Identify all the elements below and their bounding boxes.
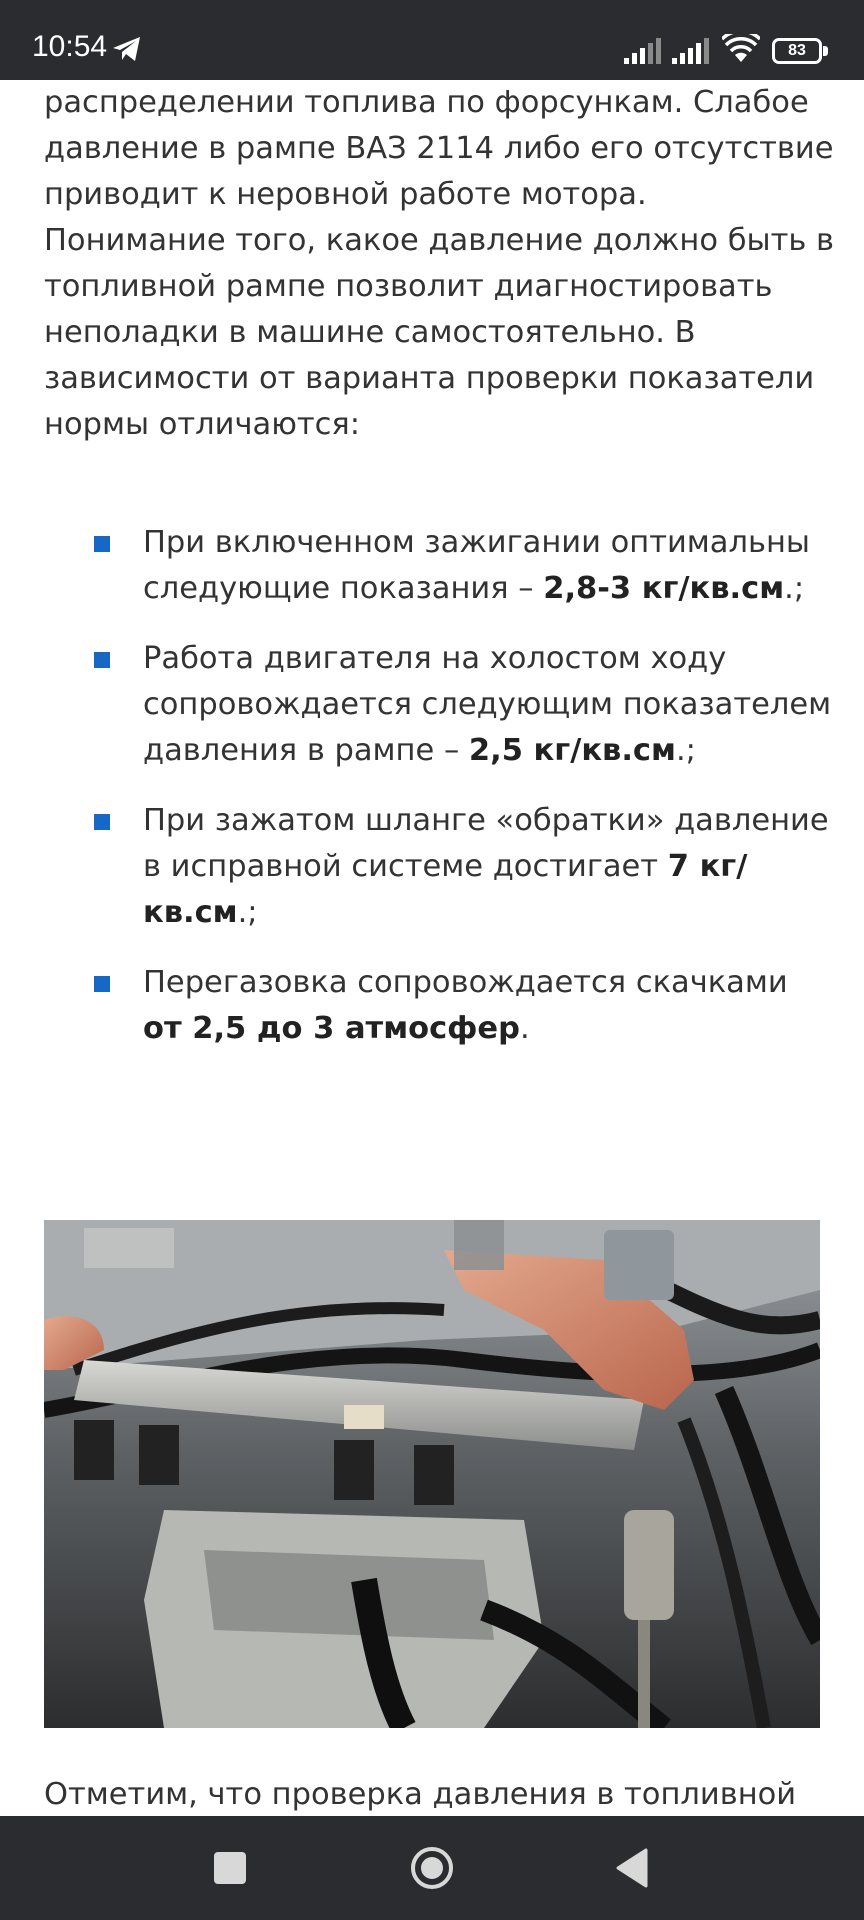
list-item: Перегазовка сопровождается скачками от 2,5 до 3 атмосфер. <box>44 960 834 1052</box>
signal-icon <box>672 38 714 64</box>
bold-value: 7 кг/кв.см <box>143 849 748 930</box>
list-item: При зажатом шланге «обратки» давление в исправной системе достигает 7 кг/кв.см.; <box>44 798 834 936</box>
bold-value: 2,8-3 кг/кв.см <box>543 571 785 606</box>
bullet-square-icon <box>94 536 110 552</box>
signal-icon <box>624 38 666 64</box>
recents-button[interactable] <box>170 1816 290 1920</box>
bold-value: от 2,5 до 3 атмосфер <box>143 1011 520 1046</box>
article-content[interactable] <box>0 80 864 1816</box>
home-circle-icon <box>409 1845 455 1891</box>
article-paragraph: распределении топлива по форсункам. Слабое давление в рампе ВАЗ 2114 либо его отсутствие приводит к неровной работе мотора. Понимание того, какое давление должно быть в топливной рампе позволит диагностировать неполадки в машине самостоятельно. В зависимости от варианта проверки показатели нормы отличаются: <box>44 85 834 442</box>
bullet-square-icon <box>94 976 110 992</box>
back-button[interactable] <box>572 1816 692 1920</box>
home-button[interactable] <box>372 1816 492 1920</box>
status-bar <box>0 0 864 80</box>
back-triangle-icon <box>614 1848 650 1888</box>
battery-level: 83 <box>788 42 806 59</box>
status-time: 10:54 <box>32 30 108 63</box>
battery-icon <box>772 38 828 64</box>
square-icon <box>214 1852 246 1884</box>
article-paragraph: Отметим, что проверка давления в топливной <box>44 1777 797 1812</box>
bullet-square-icon <box>94 652 110 668</box>
telegram-icon <box>112 36 142 62</box>
list-item: Работа двигателя на холостом ходу сопровождается следующим показателем давления в рампе – 2,5 кг/кв.см.; <box>44 636 834 774</box>
engine-fuel-rail-photo[interactable] <box>44 1220 820 1728</box>
wifi-icon <box>722 34 760 64</box>
navigation-bar <box>0 1816 864 1920</box>
bullet-square-icon <box>94 814 110 830</box>
bullet-list <box>44 520 834 1076</box>
bold-value: 2,5 кг/кв.см <box>468 733 676 768</box>
list-item: При включенном зажигании оптимальны следующие показания – 2,8-3 кг/кв.см.; <box>44 520 834 612</box>
